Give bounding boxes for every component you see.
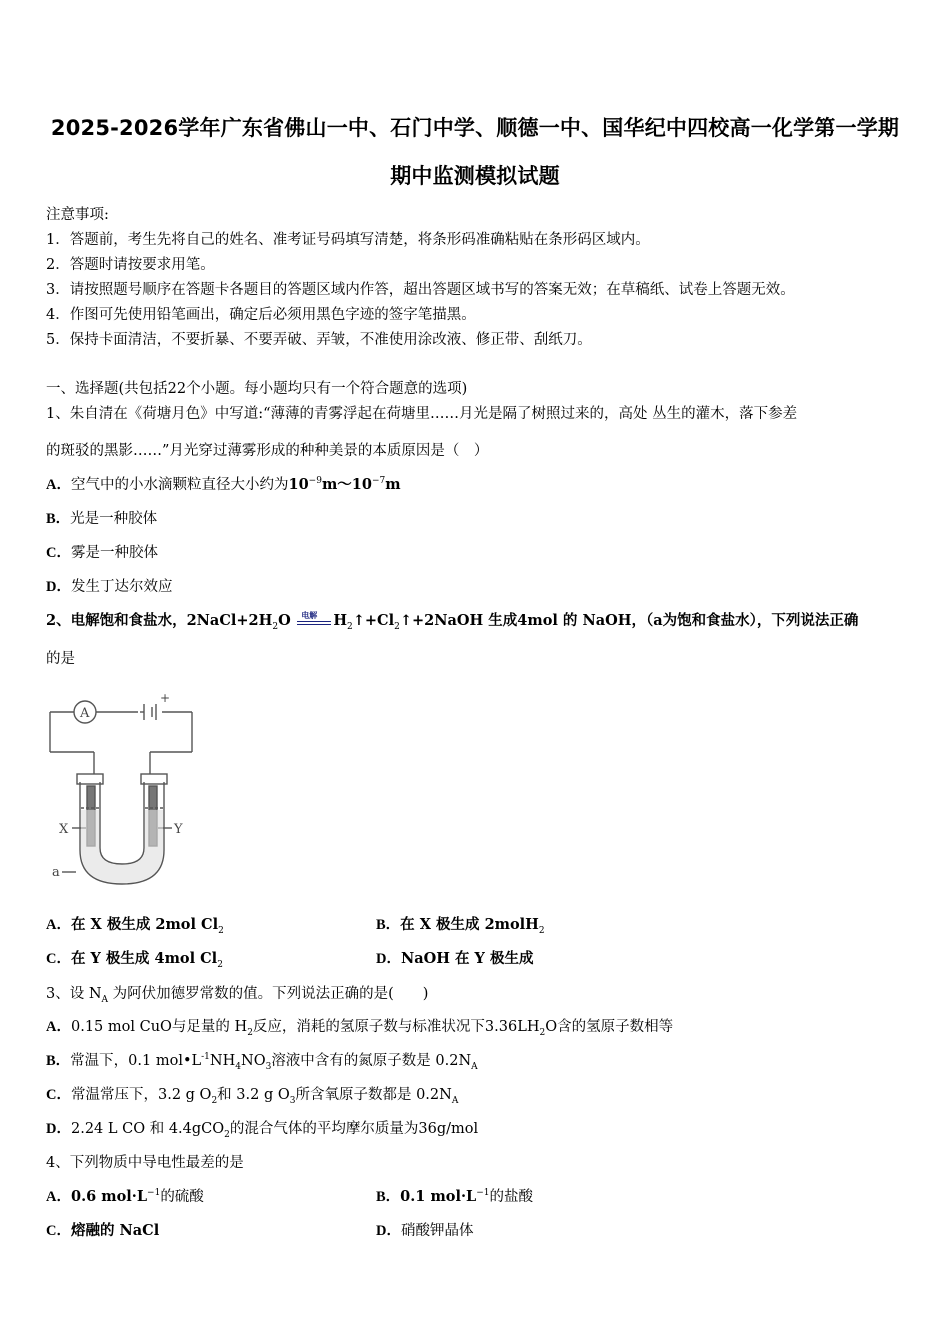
option-text: 0.15 mol CuO与足量的 H [70, 1019, 248, 1035]
option-text: 和 3.2 g O [217, 1087, 290, 1103]
q2-stem-c: H [333, 612, 348, 629]
option-label: B． [376, 917, 401, 933]
q4-stem: 4、下列物质中导电性最差的是 [46, 1155, 244, 1171]
option-text: 溶液中含有的氮原子数是 0.2N [271, 1053, 472, 1069]
q3-stem-a: 3、设 N [46, 986, 102, 1002]
option-text: 常温常压下，3.2 g O [70, 1087, 212, 1103]
option-text: 反应，消耗的氢原子数与标准状况下3.36LH [252, 1019, 540, 1035]
q3-option-d [46, 1117, 478, 1140]
option-text: 所含氧原子数都是 0.2N [295, 1087, 452, 1103]
option-text: 熔融的 NaCl [70, 1222, 160, 1239]
subscript: A [101, 994, 109, 1005]
subscript: 2 [272, 621, 279, 632]
q1-a-value: 10 [288, 476, 309, 493]
subscript: 4 [235, 1061, 241, 1072]
option-label: C． [46, 951, 71, 967]
q1-option-a [46, 473, 401, 494]
ammeter-label: A [80, 706, 90, 721]
battery-plus-label: + [160, 691, 171, 705]
option-text: O含的氢原子数相等 [545, 1019, 674, 1035]
q2-stem-d: ↑+Cl [352, 612, 395, 629]
page-title-line2: 期中监测模拟试题 [390, 164, 560, 188]
q1-option-b [46, 507, 157, 528]
option-text: 在 Y 极生成 4mol Cl [70, 950, 218, 967]
q2-stem-b: O [278, 612, 291, 629]
q1-option-c [46, 541, 158, 562]
solution-fill [81, 810, 163, 883]
option-text: 硝酸钾晶体 [400, 1223, 474, 1239]
option-label: C． [46, 1087, 71, 1103]
q2-option-c [46, 947, 223, 970]
option-label: D． [46, 579, 71, 595]
q1-option-d [46, 575, 172, 596]
electrolysis-arrow [297, 610, 331, 628]
option-text: 雾是一种胶体 [70, 545, 158, 561]
q2-option-b [376, 913, 545, 936]
subscript: 2 [247, 1027, 253, 1038]
option-label: A． [46, 477, 71, 493]
notice-item: 4．作图可先使用铅笔画出，确定后必须用黑色字迹的签字笔描黑。 [46, 307, 476, 323]
option-text: NH [209, 1053, 236, 1069]
superscript: −1 [147, 1188, 161, 1199]
q1-a-exp2: −7 [371, 476, 386, 487]
option-text: 的混合气体的平均摩尔质量为36g/mol [229, 1121, 479, 1137]
right-stopper [141, 774, 167, 784]
q3-stem-b: 为阿伏加德罗常数的值。下列说法正确的是( ) [108, 986, 429, 1002]
q4-option-c [46, 1219, 159, 1240]
option-text: 光是一种胶体 [70, 511, 158, 527]
section-heading: 一、选择题(共包括22个小题。每小题均只有一个符合题意的选项) [46, 381, 468, 397]
option-label: A． [46, 1019, 71, 1035]
subscript: 2 [538, 925, 545, 936]
solution-label: a [52, 865, 60, 880]
option-label: A． [46, 917, 71, 933]
subscript: 3 [265, 1061, 272, 1072]
option-text: 发生丁达尔效应 [70, 579, 173, 595]
q1-a-unit: m [385, 476, 401, 493]
option-label: C． [46, 1223, 71, 1239]
option-text: 0.1 mol·L [400, 1188, 477, 1205]
q4-option-a [46, 1185, 204, 1206]
option-label: A． [46, 1189, 71, 1205]
option-label: D． [376, 951, 401, 967]
subscript: 2 [217, 959, 223, 970]
subscript: 2 [347, 621, 353, 632]
q4-option-b [376, 1185, 533, 1206]
left-stopper [77, 774, 103, 784]
option-label: B． [46, 1053, 71, 1069]
q2-stem-e: ↑+2NaOH 生成4mol 的 NaOH，（a为饱和食盐水），下列说法正确 [399, 612, 859, 629]
option-text: 2.24 L CO 和 4.4gCO [70, 1121, 225, 1137]
notice-item: 1．答题前，考生先将自己的姓名、准考证号码填写清楚，将条形码准确粘贴在条形码区域内。 [46, 232, 650, 248]
electrolysis-diagram [44, 682, 202, 894]
q2-option-d [376, 947, 533, 968]
option-label: B． [46, 511, 71, 527]
page-title-line1: 2025-2026学年广东省佛山一中、石门中学、顺德一中、国华纪中四校高一化学第一学期 [50, 116, 900, 140]
subscript: A [471, 1061, 478, 1072]
q4-option-d [376, 1219, 473, 1240]
option-label: D． [46, 1121, 71, 1137]
subscript: 2 [224, 1129, 230, 1140]
electrolysis-label: 电解 [301, 610, 318, 620]
option-text: 的盐酸 [489, 1189, 533, 1205]
electrode-y-label: Y [174, 822, 183, 837]
q2-stem-line1 [46, 609, 858, 632]
notice-heading: 注意事项: [46, 207, 109, 223]
option-text: 0.6 mol·L [70, 1188, 148, 1205]
option-text: 的硫酸 [160, 1189, 204, 1205]
q2-stem-a: 2、电解饱和食盐水，2NaCl+2H [46, 612, 273, 629]
notice-item: 3．请按照题号顺序在答题卡各题目的答题区域内作答，超出答题区域书写的答案无效；在草稿纸、试卷上答题无效。 [46, 282, 795, 298]
q1-a-mid: m～10 [321, 476, 372, 493]
q3-option-a [46, 1015, 673, 1038]
option-text: 常温下，0.1 mol•L [70, 1053, 202, 1069]
q1-a-text: 空气中的小水滴颗粒直径大小约为 [70, 477, 289, 493]
option-label: C． [46, 545, 71, 561]
option-text: NO [241, 1053, 266, 1069]
option-label: B． [376, 1189, 401, 1205]
q2-option-a [46, 913, 224, 936]
q1-stem-line2: 的斑驳的黑影……”月光穿过薄雾形成的种种美景的本质原因是（ ） [46, 443, 489, 459]
q1-a-exp1: −9 [308, 476, 322, 487]
subscript: A [451, 1095, 459, 1106]
option-text: 在 X 极生成 2mol Cl [70, 916, 219, 933]
option-text: NaOH 在 Y 极生成 [400, 950, 534, 967]
q3-option-c [46, 1083, 458, 1106]
option-label: D． [376, 1223, 401, 1239]
subscript: 3 [289, 1095, 296, 1106]
subscript: 2 [218, 925, 224, 936]
q3-option-b [46, 1049, 478, 1072]
notice-item: 5．保持卡面清洁，不要折暴、不要弄破、弄皱，不准使用涂改液、修正带、刮纸刀。 [46, 332, 592, 348]
notice-item: 2．答题时请按要求用笔。 [46, 257, 215, 273]
q3-stem [46, 982, 428, 1005]
superscript: −1 [476, 1188, 490, 1199]
option-text: 在 X 极生成 2molH [400, 916, 539, 933]
superscript: -1 [201, 1052, 210, 1063]
electrode-x-label: X [59, 822, 69, 837]
subscript: 2 [394, 621, 400, 632]
subscript: 2 [539, 1027, 546, 1038]
subscript: 2 [211, 1095, 218, 1106]
q2-stem-line2: 的是 [46, 651, 75, 667]
q1-stem-line1: 1、朱自清在《荷塘月色》中写道:“薄薄的青雾浮起在荷塘里……月光是隔了树照过来的，高处 丛生的灌木，落下参差 [46, 406, 798, 422]
u-tube-inner [100, 782, 144, 864]
